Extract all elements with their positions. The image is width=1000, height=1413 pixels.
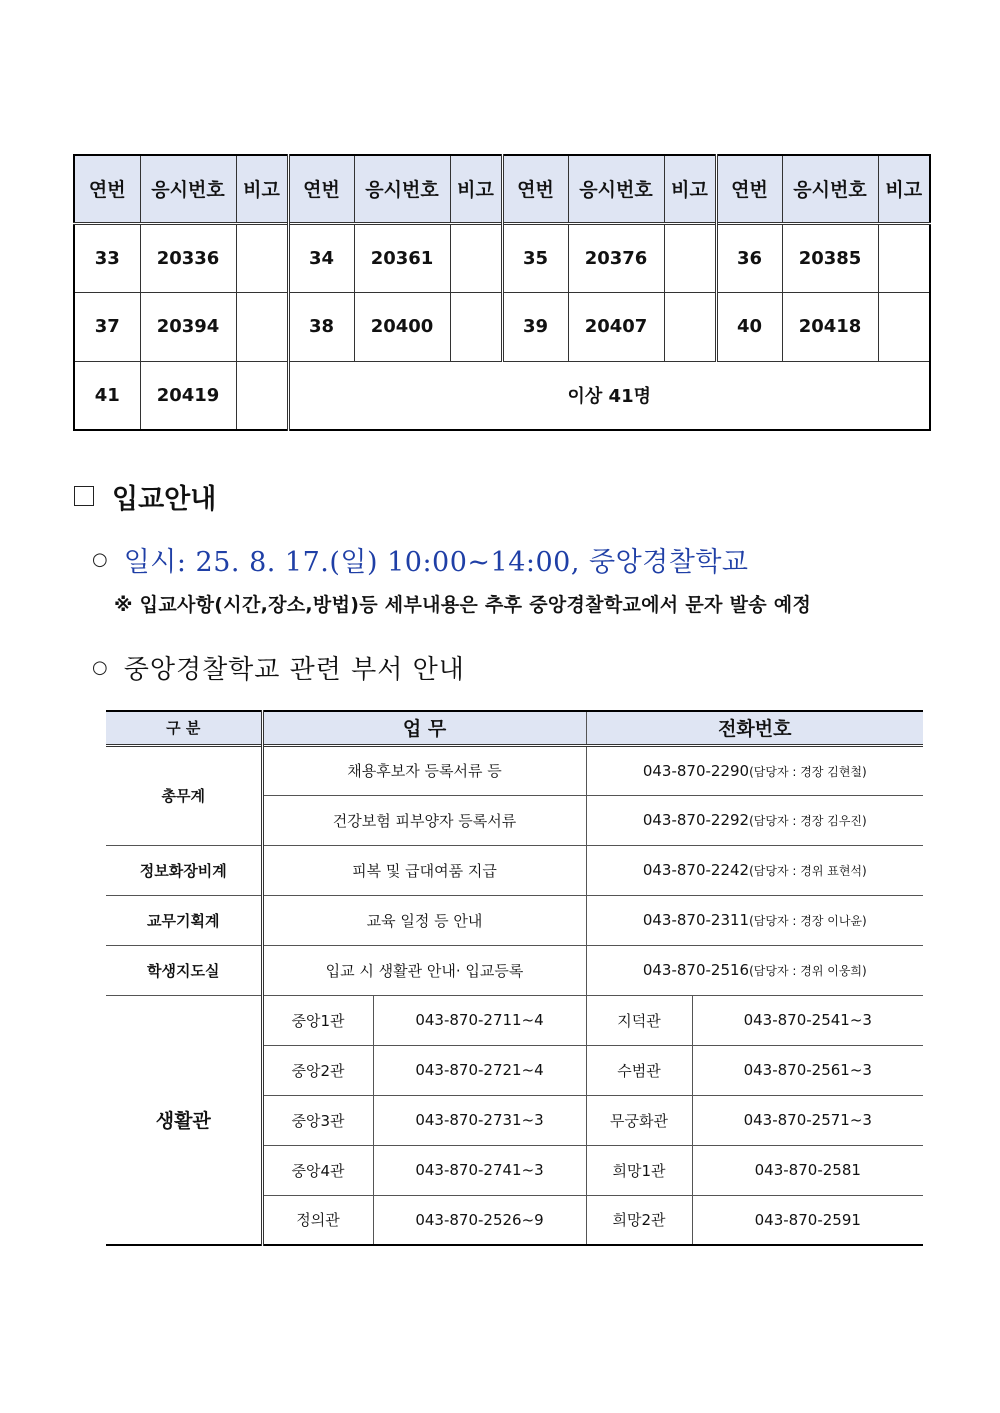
dept-category: 교무기획계 [106, 895, 262, 945]
col-header-category: 구 분 [106, 711, 262, 745]
dorm-phone: 043-870-2581 [692, 1145, 923, 1195]
roster-header-row [74, 155, 930, 223]
dorm-phone: 043-870-2741~3 [373, 1145, 586, 1195]
roster-note [450, 223, 502, 292]
col-header-note: 비고 [664, 155, 716, 223]
roster-exam-number: 20376 [568, 223, 664, 292]
dorm-phone: 043-870-2561~3 [692, 1045, 923, 1095]
col-header-num: 연번 [74, 155, 140, 223]
col-header-duty: 업 무 [262, 711, 586, 745]
col-header-exam: 응시번호 [354, 155, 450, 223]
checkbox-square-icon [74, 486, 94, 506]
roster-exam-number: 20407 [568, 292, 664, 361]
dept-category: 정보화장비계 [106, 845, 262, 895]
dorm-phone: 043-870-2731~3 [373, 1095, 586, 1145]
roster-exam-number: 20394 [140, 292, 236, 361]
dept-phone-cell [586, 895, 923, 945]
roster-exam-number: 20419 [140, 361, 236, 430]
dept-phone: 043-870-2242 [642, 861, 750, 879]
table-row [106, 995, 923, 1045]
dorm-name: 정의관 [262, 1195, 373, 1245]
roster-summary: 이상 41명 [288, 361, 930, 430]
dorm-phone: 043-870-2571~3 [692, 1095, 923, 1145]
dept-manager: (담당자 : 경장 김현철) [749, 764, 867, 779]
dorm-name: 희망1관 [586, 1145, 692, 1195]
dept-manager: (담당자 : 경위 표현석) [749, 864, 867, 878]
roster-num: 33 [74, 223, 140, 292]
dept-phone-cell [586, 795, 923, 845]
dept-category: 총무계 [106, 745, 262, 845]
dept-duty: 채용후보자 등록서류 등 [262, 745, 586, 795]
dorm-name: 중앙3관 [262, 1095, 373, 1145]
section-heading [74, 478, 216, 514]
dept-duty: 입교 시 생활관 안내· 입교등록 [262, 945, 586, 995]
roster-num: 34 [288, 223, 354, 292]
roster-num: 40 [716, 292, 782, 361]
schedule-line [92, 540, 749, 578]
section-title: 입교안내 [112, 483, 217, 515]
dorm-name: 수범관 [586, 1045, 692, 1095]
table-row [74, 361, 930, 430]
table-row [106, 945, 923, 995]
dorm-name: 지덕관 [586, 995, 692, 1045]
dept-duty: 교육 일정 등 안내 [262, 895, 586, 945]
roster-note [664, 292, 716, 361]
dept-phone: 043-870-2311 [642, 911, 750, 929]
dept-duty: 피복 및 급대여품 지급 [262, 845, 586, 895]
table-row [106, 845, 923, 895]
col-header-note: 비고 [878, 155, 930, 223]
department-table [106, 710, 923, 1246]
col-header-exam: 응시번호 [782, 155, 878, 223]
circle-bullet-icon: ○ [92, 656, 108, 678]
col-header-exam: 응시번호 [568, 155, 664, 223]
roster-note [236, 292, 288, 361]
dorm-name: 희망2관 [586, 1195, 692, 1245]
roster-note [236, 361, 288, 430]
roster-note [450, 292, 502, 361]
col-header-num: 연번 [716, 155, 782, 223]
table-row [106, 745, 923, 795]
roster-exam-number: 20385 [782, 223, 878, 292]
circle-bullet-icon: ○ [92, 548, 108, 570]
dorm-name: 중앙4관 [262, 1145, 373, 1195]
dept-guide-line [92, 648, 465, 686]
roster-note [878, 292, 930, 361]
dorm-phone: 043-870-2541~3 [692, 995, 923, 1045]
roster-num: 36 [716, 223, 782, 292]
roster-table [73, 154, 931, 431]
dorm-phone: 043-870-2711~4 [373, 995, 586, 1045]
roster-exam-number: 20418 [782, 292, 878, 361]
schedule-text: 일시: 25. 8. 17.(일) 10:00~14:00, 중앙경찰학교 [123, 546, 749, 578]
roster-num: 38 [288, 292, 354, 361]
roster-exam-number: 20336 [140, 223, 236, 292]
dept-header-row [106, 711, 923, 745]
dept-category: 학생지도실 [106, 945, 262, 995]
table-row [74, 292, 930, 361]
dept-phone: 043-870-2290 [642, 761, 750, 780]
dorm-phone: 043-870-2721~4 [373, 1045, 586, 1095]
dorm-name: 중앙2관 [262, 1045, 373, 1095]
roster-exam-number: 20361 [354, 223, 450, 292]
dept-duty: 건강보험 피부양자 등록서류 [262, 795, 586, 845]
dorm-name: 중앙1관 [262, 995, 373, 1045]
roster-num: 41 [74, 361, 140, 430]
dept-manager: (담당자 : 경장 이나윤) [749, 914, 867, 928]
dorm-phone: 043-870-2526~9 [373, 1195, 586, 1245]
dept-manager: (담당자 : 경위 이웅희) [749, 964, 867, 978]
dorm-name: 무궁화관 [586, 1095, 692, 1145]
roster-note [878, 223, 930, 292]
dept-phone-cell [586, 845, 923, 895]
dept-phone-cell [586, 945, 923, 995]
admission-note: ※ 입교사항(시간,장소,방법)등 세부내용은 추후 중앙경찰학교에서 문자 발송 예정 [114, 594, 812, 616]
table-row [74, 223, 930, 292]
col-header-note: 비고 [450, 155, 502, 223]
col-header-num: 연번 [288, 155, 354, 223]
dept-phone-cell [586, 745, 923, 795]
col-header-note: 비고 [236, 155, 288, 223]
dorm-phone: 043-870-2591 [692, 1195, 923, 1245]
roster-note [236, 223, 288, 292]
roster-exam-number: 20400 [354, 292, 450, 361]
col-header-num: 연번 [502, 155, 568, 223]
dept-phone: 043-870-2292 [642, 811, 750, 829]
roster-note [664, 223, 716, 292]
table-row [106, 895, 923, 945]
roster-num: 39 [502, 292, 568, 361]
dept-phone: 043-870-2516 [642, 961, 750, 979]
dept-guide-title: 중앙경찰학교 관련 부서 안내 [123, 654, 465, 685]
roster-num: 37 [74, 292, 140, 361]
dorm-category: 생활관 [106, 995, 262, 1245]
col-header-phone: 전화번호 [586, 711, 923, 745]
col-header-exam: 응시번호 [140, 155, 236, 223]
dept-manager: (담당자 : 경장 김우진) [749, 814, 867, 828]
roster-num: 35 [502, 223, 568, 292]
